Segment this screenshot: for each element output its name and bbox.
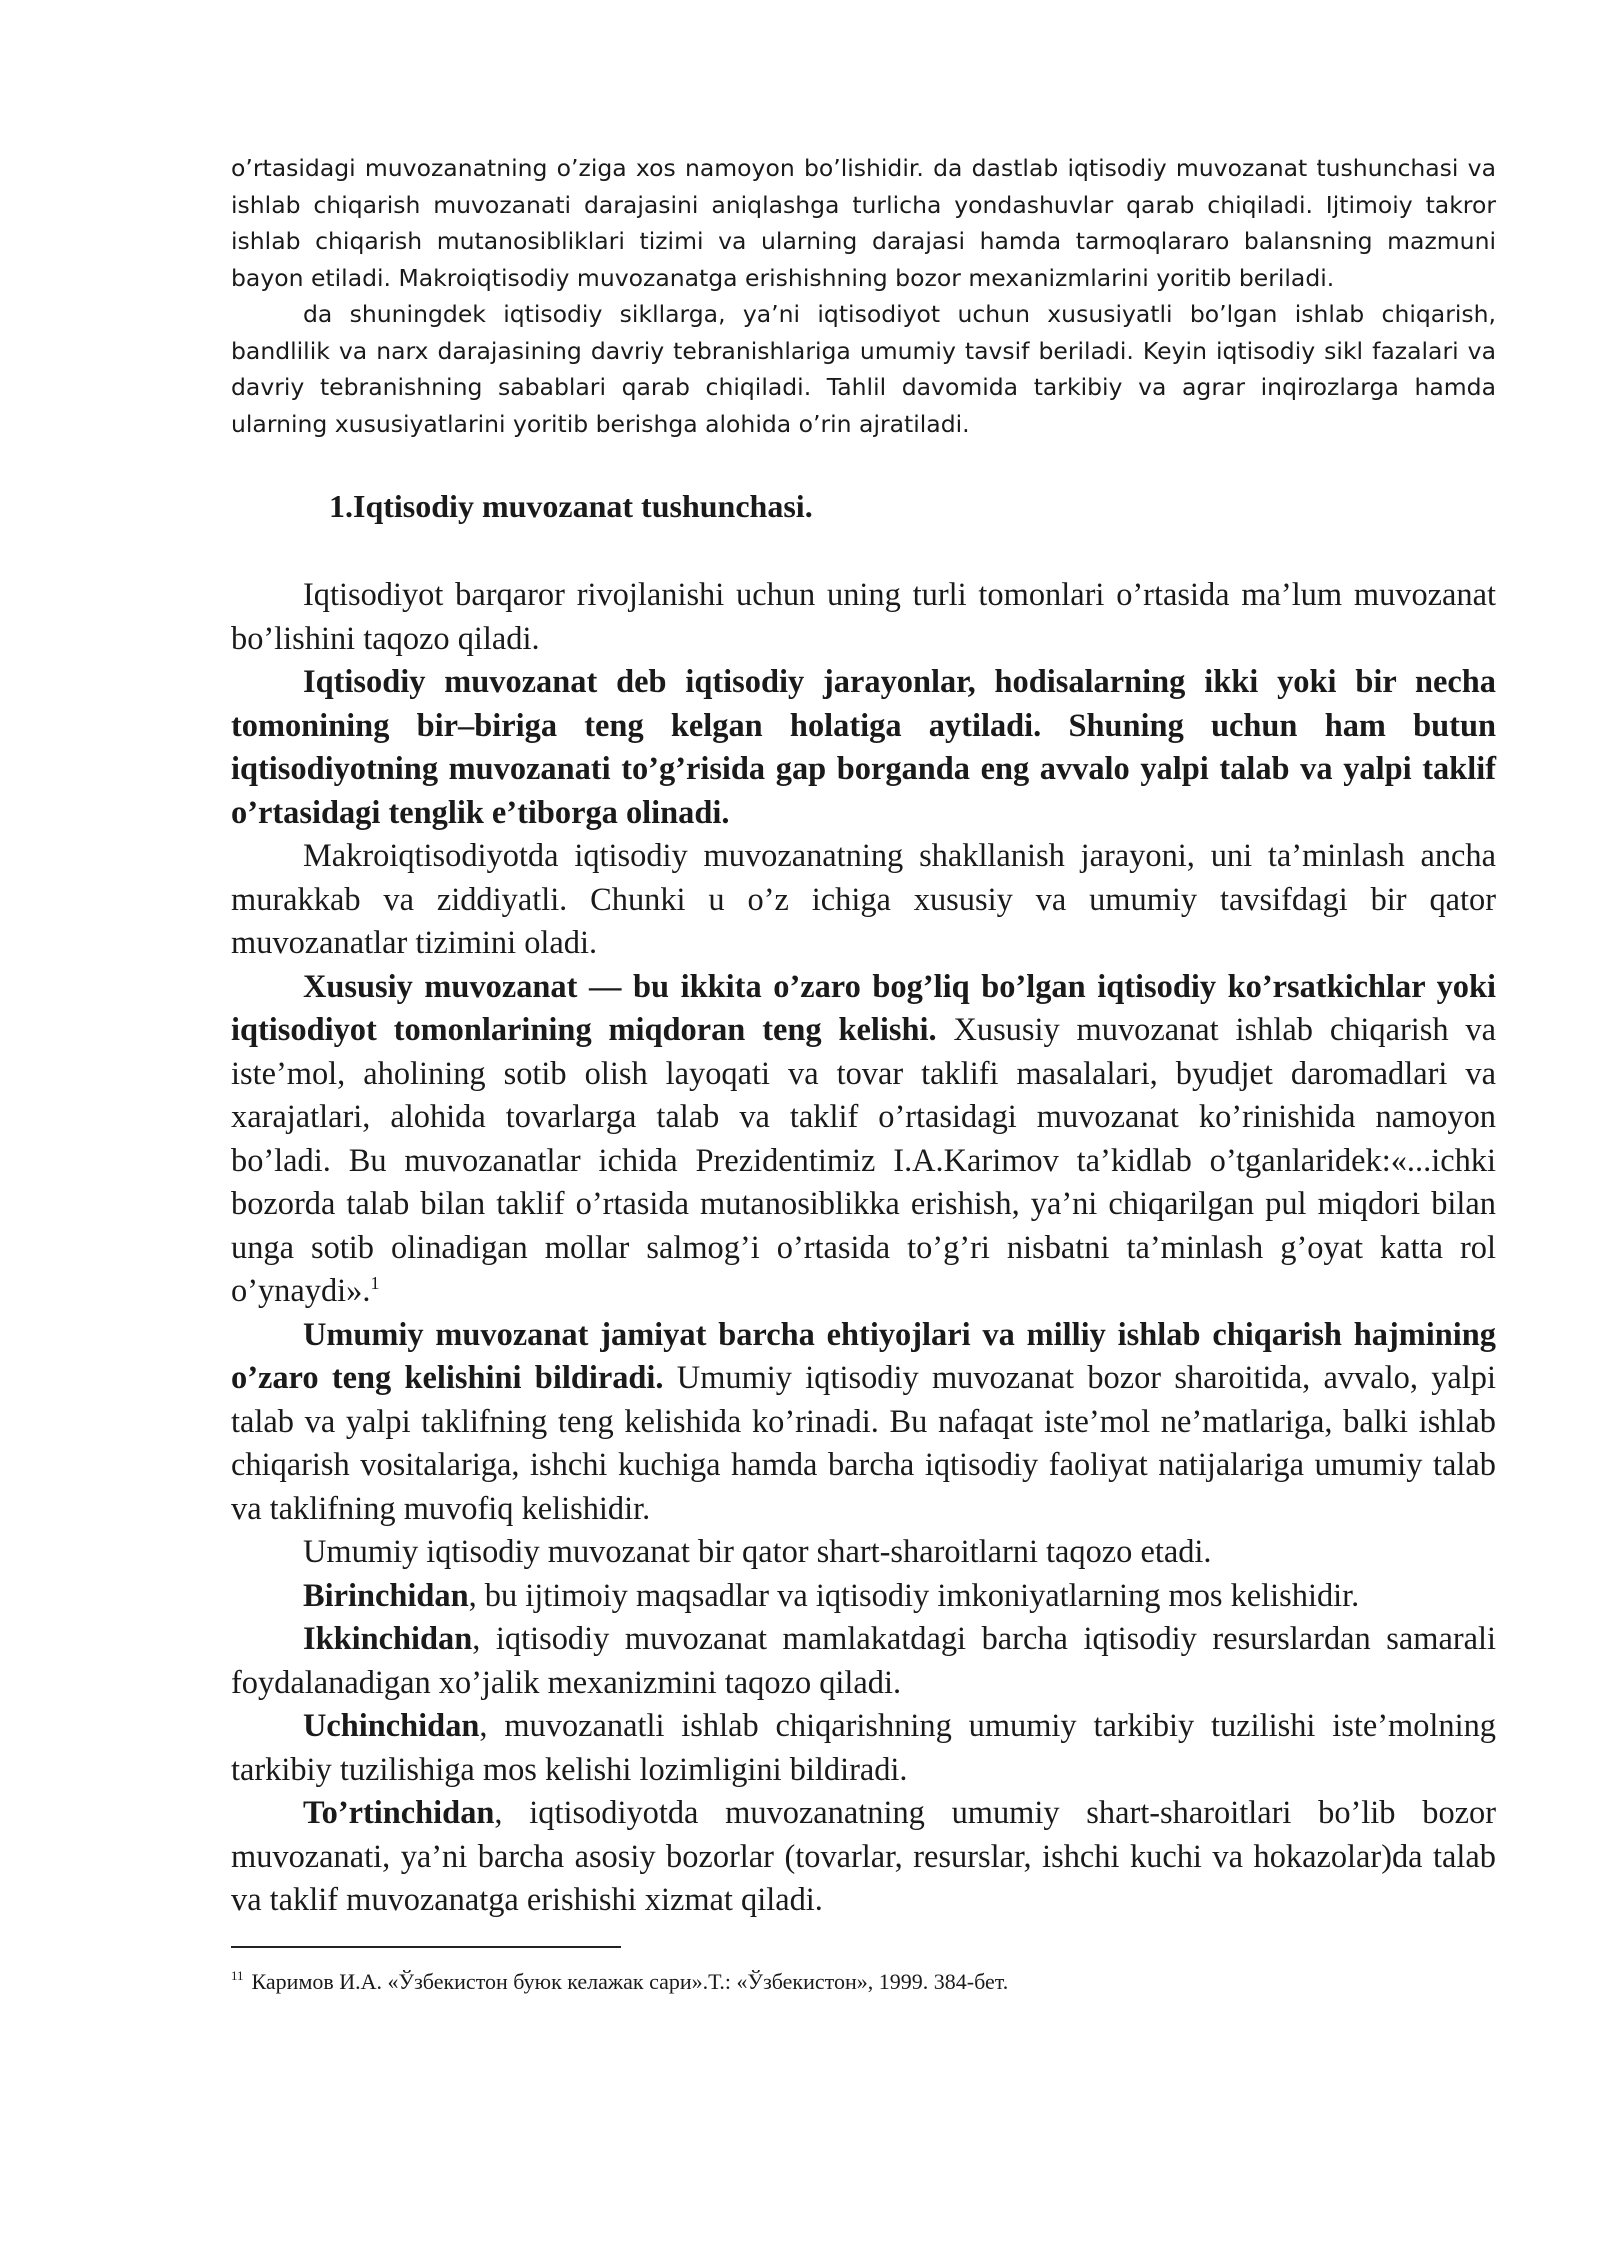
paragraph-5-bold: Umumiy muvozanat jamiyat barcha ehtiyojlari va milliy ishlab chiqarish hajmining o’zaro teng kelishini bildiradi. xyxy=(231,1316,1496,1396)
paragraph-7-text: , bu ijtimoiy maqsadlar va iqtisodiy imkoniyatlarning mos kelishidir. xyxy=(468,1577,1360,1614)
paragraph-8-bold: Ikkinchidan xyxy=(303,1621,473,1657)
paragraph-4-text: Xususiy muvozanat ishlab chiqarish va iste’mol, aholining sotib olish layoqati va tovar taklifi masalalari, byudjet daromadlari va xarajatlari, alohida tovarlarga talab va taklif o’rtasidagi muvozanat ko’rinishida namoyon bo’ladi. Bu muvozanatlar ichida Prezidentimiz I.A.Karimov ta’kidlab o’tganlaridek:«...ichki bozorda talab bilan taklif o’rtasida mutanosiblikka erishish, ya’ni chiqarilgan pul miqdori bilan unga sotib olinadigan mollar salmog’i o’rtasida to’g’ri nisbatni ta’minlash g’oyat katta rol o’ynaydi». xyxy=(231,1012,1497,1309)
footnote-text: Каримов И.А. «Ўзбекистон буюк келажак сари».Т.: «Ўзбекистон», 1999. 384-бет. xyxy=(251,1968,1009,1994)
paragraph-10 xyxy=(231,1792,1496,1923)
paragraph-8 xyxy=(231,1618,1496,1705)
paragraph-4 xyxy=(231,966,1496,1314)
paragraph-7-bold: Birinchidan xyxy=(303,1577,469,1614)
paragraph-9-text: , muvozanatli ishlab chiqarishning umumiy tarkibiy tuzilishi iste’molning tarkibiy tuzilishiga mos kelishi lozimligini bildiradi. xyxy=(231,1708,1496,1788)
paragraph-4-bold: Xususiy muvozanat — bu ikkita o’zaro bog’liq bo’lgan iqtisodiy ko’rsatkichlar yoki iqtisodiyot tomonlarining miqdoran teng kelishi. xyxy=(231,968,1496,1048)
paragraph-1: Iqtisodiyot barqaror rivojlanishi uchun uning turli tomonlari o’rtasida ma’lum muvozanat bo’lishini taqozo qiladi. xyxy=(231,577,1496,657)
paragraph-10-text: , iqtisodiyotda muvozanatning umumiy shart-sharoitlari bo’lib bozor muvozanati, ya’ni barcha asosiy bozorlar (tovarlar, resurslar, ishchi kuchi va hokazolar)da talab va taklif muvozanatga erishishi xizmat qiladi. xyxy=(231,1795,1496,1918)
intro-paragraph-1: o’rtasidagi muvozanatning o’ziga xos namoyon bo’lishidir. da dastlab iqtisodiy muvozanat tushunchasi va ishlab chiqarish muvozanati darajasini aniqlashga turlicha yondashuvlar qarab chiqiladi. Ijtimoiy takror ishlab chiqarish mutanosibliklari tizimi va ularning darajasi hamda tarmoqlararo balansning mazmuni bayon etiladi. Makroiqtisodiy muvozanatga erishishning bozor mexanizmlarini yoritib beriladi. xyxy=(231,154,1496,292)
paragraph-6: Umumiy iqtisodiy muvozanat bir qator shart-sharoitlarni taqozo etadi. xyxy=(303,1534,1212,1570)
paragraph-9-bold: Uchinchidan xyxy=(303,1708,480,1744)
document-page xyxy=(231,150,1496,1996)
paragraph-2 xyxy=(231,661,1496,835)
footnote-reference: 1 xyxy=(370,1273,380,1294)
paragraph-2-bold: Iqtisodiy muvozanat deb iqtisodiy jarayonlar, hodisalarning ikki yoki bir necha tomonining bir–biriga teng kelgan holatiga aytiladi. Shuning uchun ham butun iqtisodiyotning muvozanati to’g’risida gap borganda eng avvalo yalpi talab va yalpi taklif o’rtasidagi tenglik e’tiborga olinadi. xyxy=(231,664,1496,831)
intro-paragraph-2: da shuningdek iqtisodiy sikllarga, ya’ni iqtisodiyot uchun xususiyatli bo’lgan ishlab chiqarish, bandlilik va narx darajasining davriy tebranishlariga umumiy tavsif beriladi. Keyin iqtisodiy sikl fazalari va davriy tebranishning sabablari qarab chiqiladi. Tahlil davomida tarkibiy va agrar inqirozlarga hamda ularning xususiyatlarini yoritib berishga alohida o’rin ajratiladi. xyxy=(231,300,1496,438)
paragraph-9 xyxy=(231,1705,1496,1792)
paragraph-3: Makroiqtisodiyotda iqtisodiy muvozanatning shakllanish jarayoni, uni ta’minlash ancha murakkab va ziddiyatli. Chunki u o’z ichiga xususiy va umumiy tavsifdagi bir qator muvozanatlar tizimini oladi. xyxy=(231,838,1496,961)
paragraph-7 xyxy=(231,1575,1496,1619)
body-text xyxy=(231,574,1496,1923)
footnote-mark: 11 xyxy=(231,1968,244,1984)
footnote-divider xyxy=(231,1946,621,1948)
footnote xyxy=(231,1968,1496,1996)
section-title: 1.Iqtisodiy muvozanat tushunchasi. xyxy=(329,488,813,524)
paragraph-5 xyxy=(231,1314,1496,1532)
paragraph-10-bold: To’rtinchidan xyxy=(303,1795,495,1831)
paragraph-8-text: , iqtisodiy muvozanat mamlakatdagi barcha iqtisodiy resurslardan samarali foydalanadigan xo’jalik mexanizmini taqozo qiladi. xyxy=(231,1621,1496,1701)
paragraph-5-text: Umumiy iqtisodiy muvozanat bozor sharoitida, avvalo, yalpi talab va yalpi taklifning teng kelishida ko’rinadi. Bu nafaqat iste’mol ne’matlariga, balki ishlab chiqarish vositalariga, ishchi kuchiga hamda barcha iqtisodiy faoliyat natijalariga umumiy talab va taklifning muvofiq kelishidir. xyxy=(231,1360,1496,1527)
